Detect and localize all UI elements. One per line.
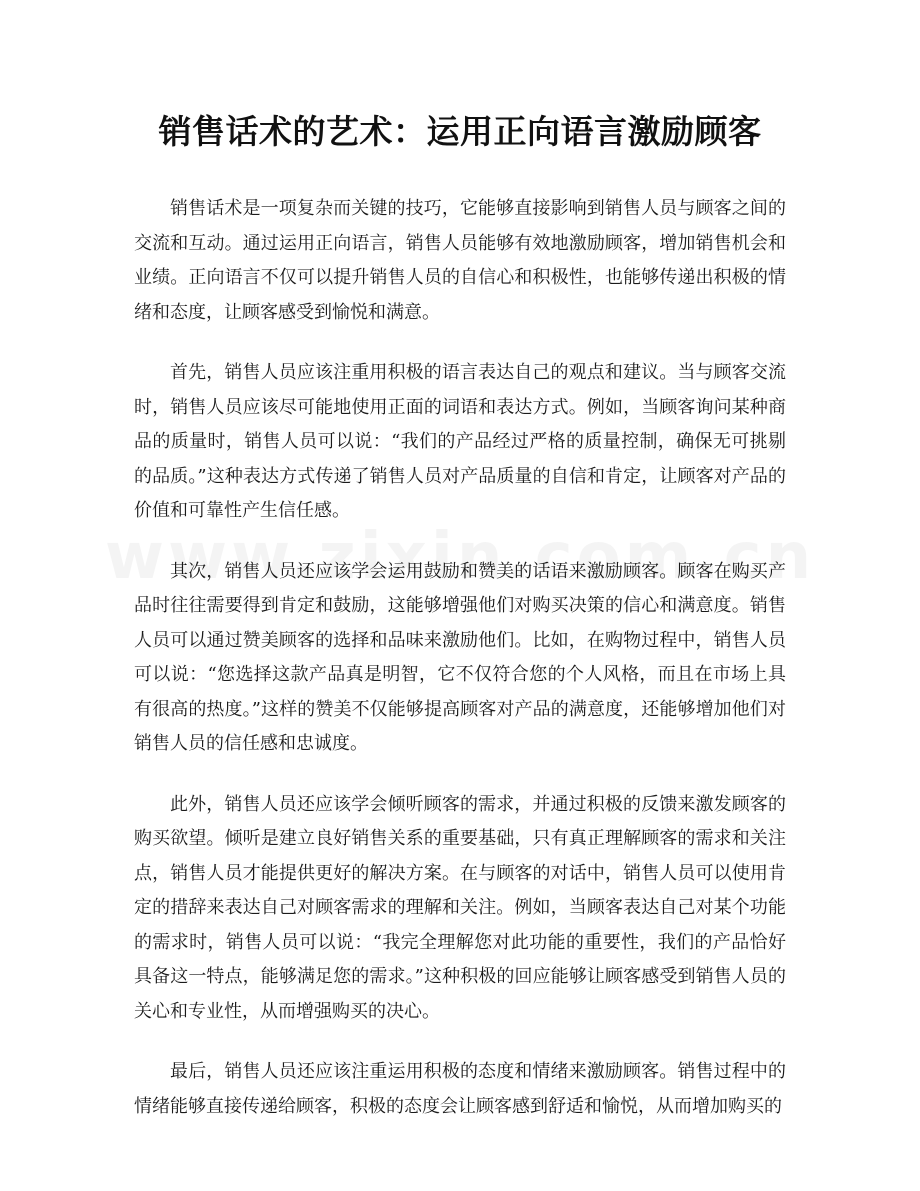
paragraph-intro: 销售话术是一项复杂而关键的技巧，它能够直接影响到销售人员与顾客之间的交流和互动。通过运用正向语言，销售人员能够有效地激励顾客，增加销售机会和业绩。正向语言不仅可以提升销售人员的自信心和积极性，也能够传递出积极的情绪和态度，让顾客感受到愉悦和满意。 <box>134 198 786 323</box>
paragraph-second: 其次，销售人员还应该学会运用鼓励和赞美的话语来激励顾客。顾客在购买产品时往往需要得到肯定和鼓励，这能够增强他们对购买决策的信心和满意度。销售人员可以通过赞美顾客的选择和品味来激励他们。比如，在购物过程中，销售人员可以说：“您选择这款产品真是明智，它不仅符合您的个人风格，而且在市场上具有很高的热度。”这样的赞美不仅能够提高顾客对产品的满意度，还能够增加他们对销售人员的信任感和忠诚度。 <box>134 560 786 754</box>
paragraph-third: 此外，销售人员还应该学会倾听顾客的需求，并通过积极的反馈来激发顾客的购买欲望。倾听是建立良好销售关系的重要基础，只有真正理解顾客的需求和关注点，销售人员才能提供更好的解决方案。在与顾客的对话中，销售人员可以使用肯定的措辞来表达自己对顾客需求的理解和关注。例如，当顾客表达自己对某个功能的需求时，销售人员可以说：“我完全理解您对此功能的重要性，我们的产品恰好具备这一特点，能够满足您的需求。”这种积极的回应能够让顾客感受到销售人员的关心和专业性，从而增强购买的决心。 <box>134 793 786 1022</box>
paragraph-last: 最后，销售人员还应该注重运用积极的态度和情绪来激励顾客。销售过程中的情绪能够直接传递给顾客，积极的态度会让顾客感到舒适和愉悦，从而增加购买的 <box>134 1061 786 1117</box>
document-title: 销售话术的艺术：运用正向语言激励顾客 <box>158 112 762 151</box>
paragraph-first: 首先，销售人员应该注重用积极的语言表达自己的观点和建议。当与顾客交流时，销售人员应该尽可能地使用正面的词语和表达方式。例如，当顾客询问某种商品的质量时，销售人员可以说：“我们的产品经过严格的质量控制，确保无可挑剔的品质。”这种表达方式传递了销售人员对产品质量的自信和肯定，让顾客对产品的价值和可靠性产生信任感。 <box>134 362 786 521</box>
